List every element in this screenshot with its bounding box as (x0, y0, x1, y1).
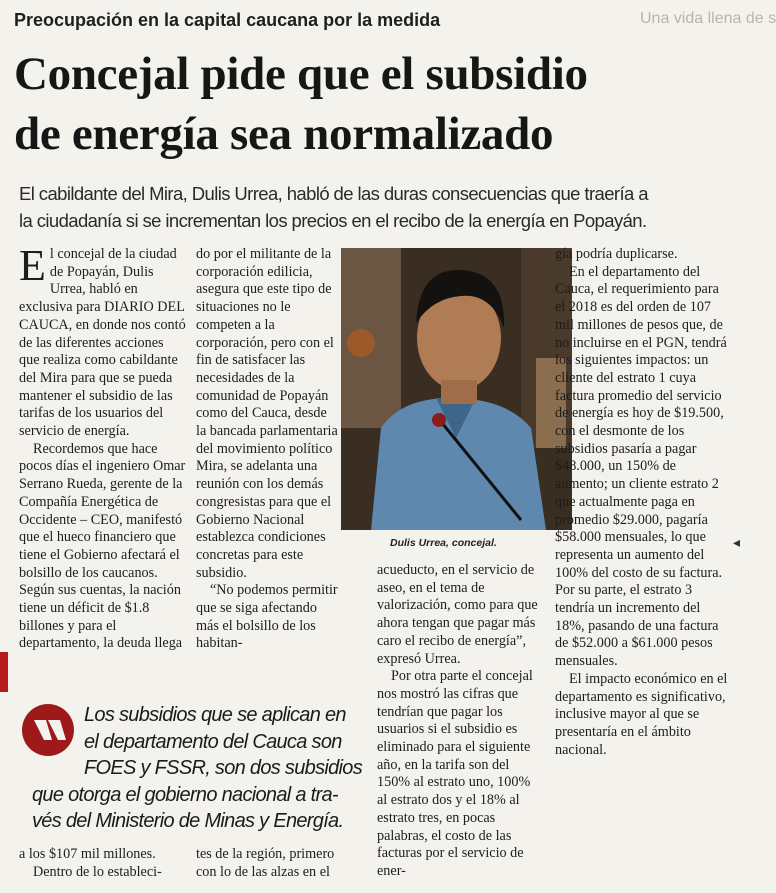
article-paragraph: gía podría duplicarse. (555, 246, 678, 262)
red-edge-marker (0, 652, 8, 692)
continue-arrow-icon: ◂ (733, 536, 741, 551)
pull-quote-line: el departamento del Cauca son (84, 730, 342, 753)
headline (14, 44, 734, 164)
article-paragraph: El impacto económico en el departamento es significativo, inclusive mayor al que se presentaría en el ámbito nacional. (555, 670, 728, 758)
dek-line-2: la ciudadanía si se incrementan los precios en el recibo de la energía en Popayán. (19, 210, 647, 231)
paragraph-text: l concejal de la ciudad de Popayán, Dulis Urrea, habló en exclusiva para DIARIO DEL CAUCA, en donde nos contó de las diferentes acciones que realiza como cabildante del Mira para que se pueda mantener el subsidio de las tarifas de los usuarios del servicio de energía. (19, 246, 186, 440)
article-column-2-tail (196, 846, 371, 881)
headline-line-1: Concejal pide que el subsidio (14, 48, 588, 100)
article-paragraph: tes de la región, primero (196, 846, 335, 862)
article-paragraph: “No podemos permitir que se siga afectando más el bolsillo de los habitan- (196, 582, 338, 652)
drop-cap: E (19, 241, 46, 290)
pull-quote-line: FOES y FSSR, son dos subsidios (84, 757, 363, 779)
article-paragraph: En el departamento del Cauca, el requerimiento para el 2018 es del orden de 107 mil millones de pesos que, de no incluirse en el PGN, tendrá los siguientes impactos: un cliente del estrato 1 cuya factura promedio del servicio de energía es hoy de $19.500, con el desmonte de los subsidios pasaría a pagar $48.000, un 150% de aumento; un cliente estrato 2 que actualmente paga en promedio $29.000, pagaría $58.000 mensuales, lo que representa un aumento del 100% del costo de su factura. Por su parte, el estrato 3 tendría un incremento del 18%, pasando de una factura de $52.000 a $61.000 pesos mensuales. (555, 263, 727, 670)
article-paragraph (19, 241, 187, 441)
article-paragraph: acueducto, en el servicio de aseo, en el tema de valorización, como para que ahora tengan que pagar más caro el recibo de energía”, expresó Urrea. (377, 562, 538, 667)
article-paragraph: con lo de las alzas en el (196, 863, 330, 880)
photo-illustration (341, 248, 572, 530)
pull-quote-line: vés del Ministerio de Minas y Energía. (32, 810, 344, 832)
article-column-1-tail (19, 846, 187, 881)
pull-quote-text (32, 702, 382, 835)
photo-caption: Dulis Urrea, concejal. (390, 537, 497, 549)
dek (19, 180, 734, 234)
article-paragraph: do por el militante de la corporación edilicia, asegura que este tipo de situaciones no le competen a la corporación, pero con el fin de satisfacer las necesidades de la comunidad de Popayán como del Cauca, desde la bancada parlamentaria del movimiento político Mira, se adelanta una reunión con los demás congresistas para que el Gobierno Nacional establezca condiciones concretas para este subsidio. (196, 246, 338, 581)
adjacent-kicker: Una vida llena de s (640, 10, 776, 27)
article-paragraph: Recordemos que hace pocos días el ingeniero Omar Serrano Rueda, gerente de la Compañía Energética de Occidente – CEO, manifestó que el hueco financiero que tiene el Gobierno afectará el bolsillo de los caucanos. Según sus cuentas, la nación tiene un déficit de $1.8 billones y para el departamento, la deuda llega (19, 440, 186, 652)
portrait-photo (341, 248, 572, 530)
article-paragraph: Dentro de lo estableci- (33, 863, 162, 880)
kicker: Preocupación en la capital caucana por la medida (14, 10, 441, 30)
article-column-1 (19, 241, 187, 653)
article-paragraph: a los $107 mil millones. (19, 846, 156, 862)
headline-line-2: de energía sea normalizado (14, 108, 554, 160)
pull-quote-line: Los subsidios que se aplican en (84, 704, 346, 726)
pull-quote-line: que otorga el gobierno nacional a tra- (32, 783, 338, 806)
dek-line-1: El cabildante del Mira, Dulis Urrea, habló de las duras consecuencias que traería a (19, 183, 648, 204)
article-column-2b (377, 562, 542, 881)
article-paragraph: Por otra parte el concejal nos mostró las cifras que tendrían que pagar los usuarios si el subsidio es eliminado para el siguiente año, en la tarifa son del 150% al estrato uno, 100% al estrato dos y el 18% al estrato tres, en pocas palabras, el costo de las facturas por el servicio de ener- (377, 668, 533, 879)
article-column-2 (196, 246, 340, 653)
pull-quote (22, 700, 367, 830)
article-column-3 (555, 246, 730, 759)
